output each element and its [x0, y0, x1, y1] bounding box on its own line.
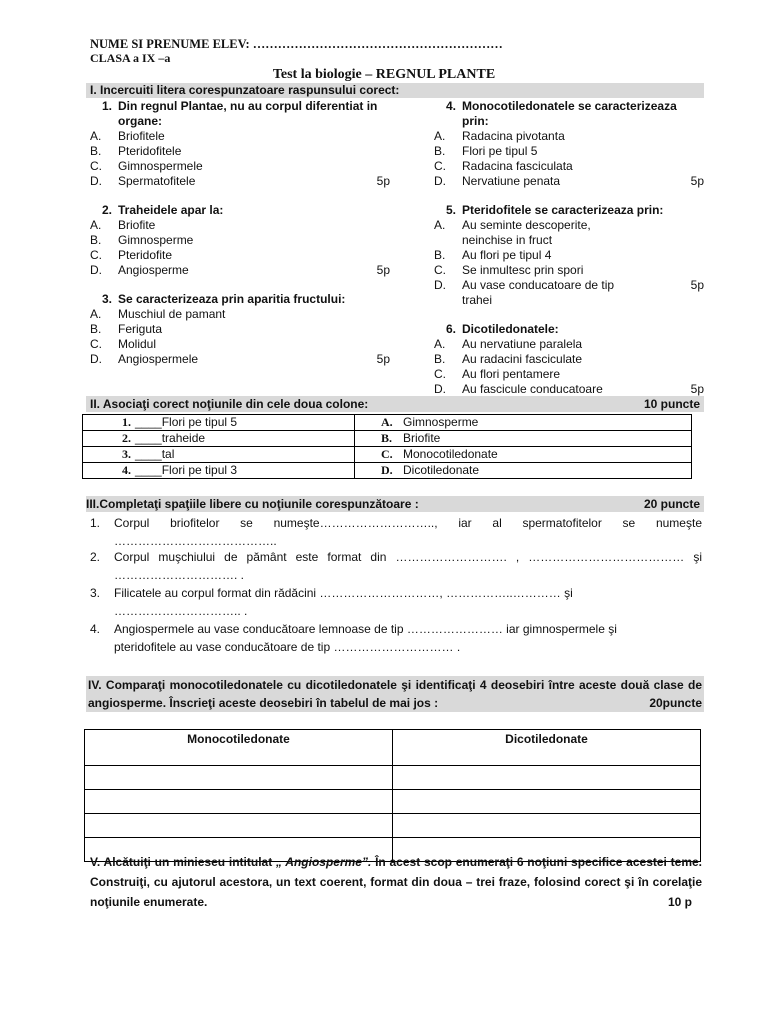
- right-term: Dicotiledonate: [403, 463, 480, 477]
- association-row: [83, 431, 692, 447]
- option-letter: D.: [434, 174, 446, 188]
- association-row: [83, 415, 692, 431]
- question-block: [434, 203, 704, 308]
- option-letter: C.: [90, 159, 102, 173]
- item-text: [114, 514, 702, 550]
- option-points: [330, 218, 390, 233]
- questions-left-column: [90, 99, 390, 381]
- question-label: Pteridofitele se caracterizeaza prin:: [462, 203, 664, 217]
- question-block: [90, 292, 390, 367]
- option-points: [644, 337, 704, 352]
- answer-option[interactable]: [90, 159, 390, 174]
- section4-heading: [86, 676, 704, 712]
- option-text: Au fascicule conducatoare: [462, 382, 603, 396]
- question-block: [90, 99, 390, 189]
- question-number: 1.: [101, 99, 112, 113]
- option-letter: B.: [434, 352, 446, 366]
- col-dicotiledonate: Dicotiledonate: [393, 730, 701, 766]
- option-points: [644, 352, 704, 367]
- option-letter: D.: [434, 278, 446, 292]
- option-text: Spermatofitele: [118, 174, 196, 188]
- row-letter: B.: [381, 431, 393, 445]
- option-letter: C.: [434, 367, 446, 381]
- section5: [90, 852, 702, 912]
- section1-heading: I. Incercuiti litera corespunzatoare raspunsului corect:: [86, 83, 704, 98]
- option-letter: A.: [90, 129, 102, 143]
- option-letter: A.: [90, 218, 102, 232]
- option-points: [330, 144, 390, 159]
- association-left-cell[interactable]: [83, 463, 355, 479]
- association-left-cell[interactable]: [83, 431, 355, 447]
- answer-option[interactable]: [434, 337, 704, 352]
- option-letter: B.: [434, 248, 446, 262]
- option-letter: B.: [90, 322, 102, 336]
- option-text: Nervatiune penata: [462, 174, 561, 188]
- item-text: [114, 548, 702, 584]
- section4-line1: IV. Comparaţi monocotiledonatele cu dicotiledonatele şi identificaţi 4 deosebiri între aceste două clase de: [88, 678, 702, 692]
- row-letter: D.: [381, 463, 393, 477]
- option-text: Briofite: [118, 218, 156, 232]
- answer-option[interactable]: [434, 263, 704, 278]
- answer-option[interactable]: [434, 129, 704, 144]
- option-points: [330, 129, 390, 144]
- option-points: 5p: [690, 382, 704, 396]
- option-letter: B.: [434, 144, 446, 158]
- item-line2[interactable]: …………………………. .: [114, 568, 245, 582]
- student-name-line: NUME SI PRENUME ELEV: ……………………………………………………: [90, 37, 503, 51]
- answer-cell[interactable]: [393, 766, 701, 790]
- question-number: 5.: [445, 203, 456, 217]
- answer-cell[interactable]: [85, 766, 393, 790]
- section5-points: 10 p: [667, 895, 692, 909]
- answer-option[interactable]: [434, 248, 704, 263]
- option-letter: B.: [90, 144, 102, 158]
- item-line1: Corpul briofitelor se numeşte……………………….., iar al spermatofitelor se numeşte: [114, 516, 702, 530]
- row-number: 4.: [122, 463, 131, 477]
- section3-points: 20 puncte: [643, 497, 700, 511]
- option-points: 5p: [690, 278, 704, 292]
- question-text: [434, 99, 704, 129]
- section2-heading: II. Asociaţi corect noţiunile din cele doua colone: 10 puncte: [86, 396, 704, 412]
- answer-option[interactable]: [434, 144, 704, 159]
- option-text: Au nervatiune paralela: [462, 337, 583, 351]
- option-letter: B.: [90, 233, 102, 247]
- item-line2[interactable]: pteridofitele au vase conducătoare de tip ………………………… .: [114, 640, 461, 654]
- section3-heading: III.Completaţi spaţiile libere cu noţiunile corespunzătoare : 20 puncte: [86, 496, 704, 512]
- question-number: 2.: [101, 203, 112, 217]
- answer-option[interactable]: [90, 144, 390, 159]
- class-line: CLASA a IX –a: [90, 51, 171, 65]
- item-number: 4.: [90, 622, 101, 636]
- question-label: Din regnul Plantae, nu au corpul diferentiat in organe:: [118, 99, 378, 128]
- question-text: [434, 322, 704, 337]
- question-text: [434, 203, 704, 218]
- option-text: Briofitele: [118, 129, 165, 143]
- answer-option[interactable]: [90, 218, 390, 233]
- left-term: ____Flori pe tipul 5: [135, 415, 238, 429]
- section5-line1c: În acest scop enumeraţi 6 noţiuni specifice acestei teme.: [371, 855, 702, 869]
- option-letter: D.: [90, 263, 102, 277]
- row-number: 3.: [122, 447, 131, 461]
- association-right-cell: [355, 431, 692, 447]
- answer-option[interactable]: [434, 174, 704, 189]
- association-left-cell[interactable]: [83, 447, 355, 463]
- option-letter: A.: [434, 218, 446, 232]
- option-text: Au radacini fasciculate: [462, 352, 583, 366]
- question-text: [90, 99, 390, 129]
- option-text: Molidul: [118, 337, 157, 351]
- option-text: Angiosperme: [118, 263, 189, 277]
- answer-option[interactable]: [90, 352, 390, 367]
- option-text: Radacina fasciculata: [462, 159, 573, 173]
- fill-item: [90, 548, 702, 584]
- option-points: [644, 367, 704, 382]
- option-points: [644, 159, 704, 174]
- item-text: [114, 620, 702, 656]
- option-letter: C.: [90, 248, 102, 262]
- right-term: Gimnosperme: [403, 415, 479, 429]
- option-letter: D.: [434, 382, 446, 396]
- association-left-cell[interactable]: [83, 415, 355, 431]
- answer-option[interactable]: [434, 218, 704, 248]
- option-text: Feriguta: [118, 322, 163, 336]
- option-points: [644, 263, 704, 278]
- answer-option[interactable]: [90, 263, 390, 278]
- option-text: Radacina pivotanta: [462, 129, 565, 143]
- answer-cell[interactable]: [393, 790, 701, 814]
- option-letter: D.: [90, 352, 102, 366]
- row-number: 2.: [122, 431, 131, 445]
- fill-item: [90, 620, 702, 656]
- answer-option[interactable]: [434, 159, 704, 174]
- item-line1: Angiospermele au vase conducătoare lemnoase de tip …………………… iar gimnospermele şi: [114, 622, 617, 636]
- option-points: 5p: [376, 263, 390, 277]
- option-points: 5p: [376, 174, 390, 188]
- item-number: 3.: [90, 586, 101, 600]
- option-text: Au vase conducatoare de tip trahei: [462, 278, 615, 307]
- answer-cell[interactable]: [85, 790, 393, 814]
- item-number: 1.: [90, 516, 101, 530]
- item-line2[interactable]: ………………………….. .: [114, 604, 248, 618]
- answer-option[interactable]: [90, 233, 390, 248]
- item-line1: Corpul muşchiului de pământ este format din ………………………. , ………………………………… şi: [114, 550, 702, 564]
- comparison-table: [84, 729, 701, 862]
- option-letter: C.: [90, 337, 102, 351]
- section4-points: 20puncte: [649, 696, 702, 710]
- option-points: [330, 322, 390, 337]
- right-term: Monocotiledonate: [403, 447, 498, 461]
- option-points: [330, 337, 390, 352]
- answer-option[interactable]: [90, 129, 390, 144]
- option-points: [644, 144, 704, 159]
- right-term: Briofite: [403, 431, 441, 445]
- questions-right-column: [434, 99, 704, 426]
- option-points: [644, 218, 704, 248]
- question-number: 4.: [445, 99, 456, 113]
- option-points: [330, 307, 390, 322]
- question-text: [90, 203, 390, 218]
- question-label: Monocotiledonatele se caracterizeaza prin:: [462, 99, 677, 128]
- option-text: Flori pe tipul 5: [462, 144, 538, 158]
- option-text: Pteridofitele: [118, 144, 182, 158]
- association-right-cell: [355, 447, 692, 463]
- option-points: [644, 129, 704, 144]
- option-points: [644, 248, 704, 263]
- association-row: [83, 447, 692, 463]
- option-text: Au flori pentamere: [462, 367, 561, 381]
- option-letter: C.: [434, 159, 446, 173]
- answer-option[interactable]: [90, 174, 390, 189]
- answer-option[interactable]: [90, 337, 390, 352]
- item-line1: Filicatele au corpul format din rădăcini …………………………, ……………..………… şi: [114, 586, 573, 600]
- option-letter: A.: [434, 337, 446, 351]
- question-label: Se caracterizeaza prin aparitia fructului:: [118, 292, 346, 306]
- question-number: 6.: [445, 322, 456, 336]
- answer-option[interactable]: [434, 352, 704, 367]
- question-label: Traheidele apar la:: [118, 203, 224, 217]
- answer-option[interactable]: [90, 322, 390, 337]
- section5-line1a: V. Alcătuiţi un minieseu intitulat: [90, 855, 276, 869]
- section5-line2: Construiţi, cu ajutorul acestora, un text coerent, format din doua – trei fraze, folosind corect şi în corelaţie: [90, 875, 702, 889]
- section5-line3: noţiunile enumerate.: [90, 895, 208, 909]
- option-letter: A.: [90, 307, 102, 321]
- left-term: ____tal: [135, 447, 175, 461]
- row-letter: C.: [381, 447, 393, 461]
- left-term: ____Flori pe tipul 3: [135, 463, 238, 477]
- option-text: Angiospermele: [118, 352, 199, 366]
- question-text: [90, 292, 390, 307]
- section4-line2: angiosperme. Înscrieţi aceste deosebiri în tabelul de mai jos :: [88, 696, 439, 710]
- section5-essay-title: „ Angiosperme”.: [275, 855, 372, 869]
- answer-option[interactable]: [434, 367, 704, 382]
- option-text: Pteridofite: [118, 248, 173, 262]
- answer-cell[interactable]: [393, 814, 701, 838]
- option-text: Muschiul de pamant: [118, 307, 226, 321]
- row-letter: A.: [381, 415, 393, 429]
- item-line2[interactable]: …………………………………..: [114, 534, 277, 548]
- question-block: [90, 203, 390, 278]
- association-table: [82, 414, 692, 479]
- option-text: Gimnosperme: [118, 233, 194, 247]
- option-points: [330, 248, 390, 263]
- answer-option[interactable]: [90, 307, 390, 322]
- option-text: Au seminte descoperite, neinchise in fruct: [462, 218, 591, 247]
- association-right-cell: [355, 463, 692, 479]
- option-points: [330, 233, 390, 248]
- row-number: 1.: [122, 415, 131, 429]
- answer-option[interactable]: [90, 248, 390, 263]
- question-number: 3.: [101, 292, 112, 306]
- option-letter: C.: [434, 263, 446, 277]
- option-letter: A.: [434, 129, 446, 143]
- fill-item: [90, 514, 702, 550]
- option-letter: D.: [90, 174, 102, 188]
- option-text: Se inmultesc prin spori: [462, 263, 584, 277]
- option-points: [330, 159, 390, 174]
- fill-item: [90, 584, 702, 620]
- col-monocotiledonate: Monocotiledonate: [85, 730, 393, 766]
- item-text: [114, 584, 702, 620]
- page-title: Test la biologie – REGNUL PLANTE: [272, 67, 496, 82]
- option-text: Gimnospermele: [118, 159, 203, 173]
- section2-points: 10 puncte: [643, 397, 700, 411]
- option-points: 5p: [376, 352, 390, 366]
- left-term: ____traheide: [135, 431, 206, 445]
- answer-cell[interactable]: [85, 814, 393, 838]
- item-number: 2.: [90, 550, 101, 564]
- association-row: [83, 463, 692, 479]
- question-label: Dicotiledonatele:: [462, 322, 559, 336]
- question-block: [434, 99, 704, 189]
- association-right-cell: [355, 415, 692, 431]
- option-points: 5p: [690, 174, 704, 188]
- answer-option[interactable]: [434, 278, 704, 308]
- option-text: Au flori pe tipul 4: [462, 248, 552, 262]
